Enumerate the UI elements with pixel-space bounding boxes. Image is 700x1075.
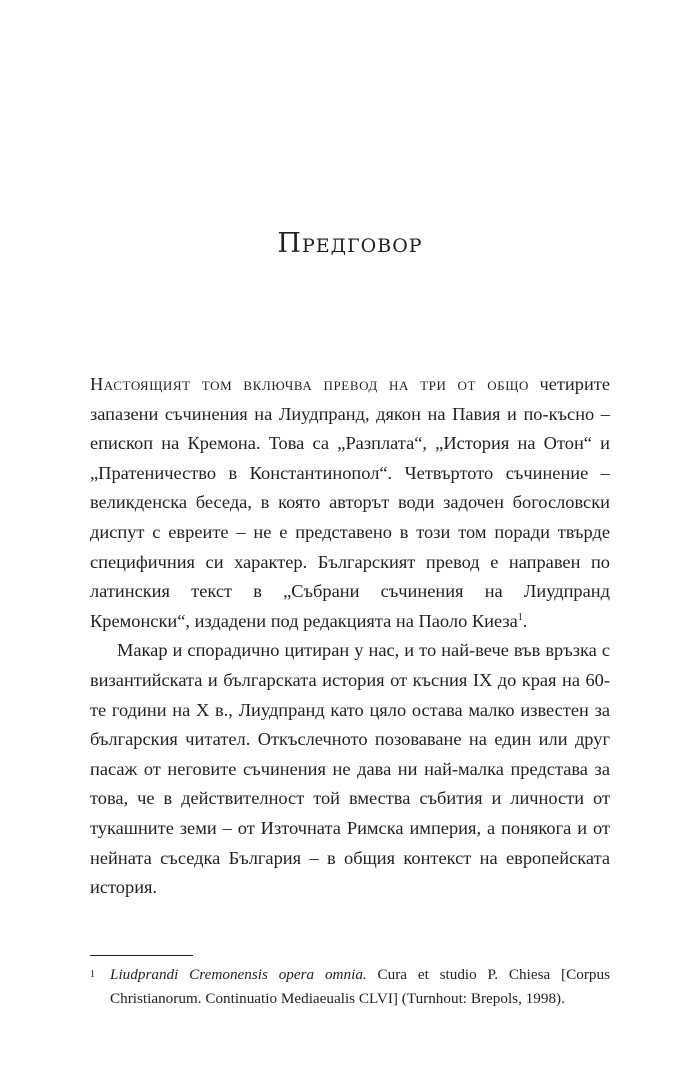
footnote-ref[interactable]: 1 <box>517 611 523 623</box>
footnote-text: Cura et studio P. Chiesa [Corpus Christianorum. Continuatio Mediaeualis CLVI] (Turnhout: Brepols, 1998). <box>110 966 610 1007</box>
page-title: Предговор <box>277 228 423 259</box>
paragraph-1 <box>90 370 610 636</box>
paragraph-2: Макар и спорадично цитиран у нас, и то най-вече във връзка с византийската и българската история от късния IX до края на 60-те години на X в., Лиудпранд като цяло остава малко известен за българския читател. Откъслечното позоваване на един или друг пасаж от неговите съчинения не дава ни най-малка представа за това, че в действителност той вмества събития и личности от тукашните земи – от Източната Римска империя, а понякога и от нейната съседка България – в общия контекст на европейската история. <box>90 640 610 898</box>
main-text <box>90 370 610 903</box>
footnote <box>90 963 610 1010</box>
footnote-body <box>110 963 610 1010</box>
paragraph-1-lead: Настоящият том включва превод на три от общо <box>90 374 529 394</box>
paragraph-1-text: четирите запазени съчинения на Лиудпранд, дякон на Павия и по-късно – епископ на Кремона. Това са „Разплата“, „История на Отон“ и „Пратеничество в Константинопол“. Четвъртото съчинение – великденска беседа, в която авторът води задочен богословски диспут с евреите – не е представено в този том поради твърде специфичния си характер. Българският превод е направен по латинския текст в „Събрани съчинения на Лиудпранд Кремонски“, издадени под редакцията на Паоло Киеза <box>90 374 610 631</box>
paragraph-1-tail: . <box>522 610 528 631</box>
footnote-divider <box>90 955 193 956</box>
footnote-number: 1 <box>90 969 95 980</box>
footnote-italic: Liudprandi Cremonensis opera omnia. <box>110 966 367 983</box>
